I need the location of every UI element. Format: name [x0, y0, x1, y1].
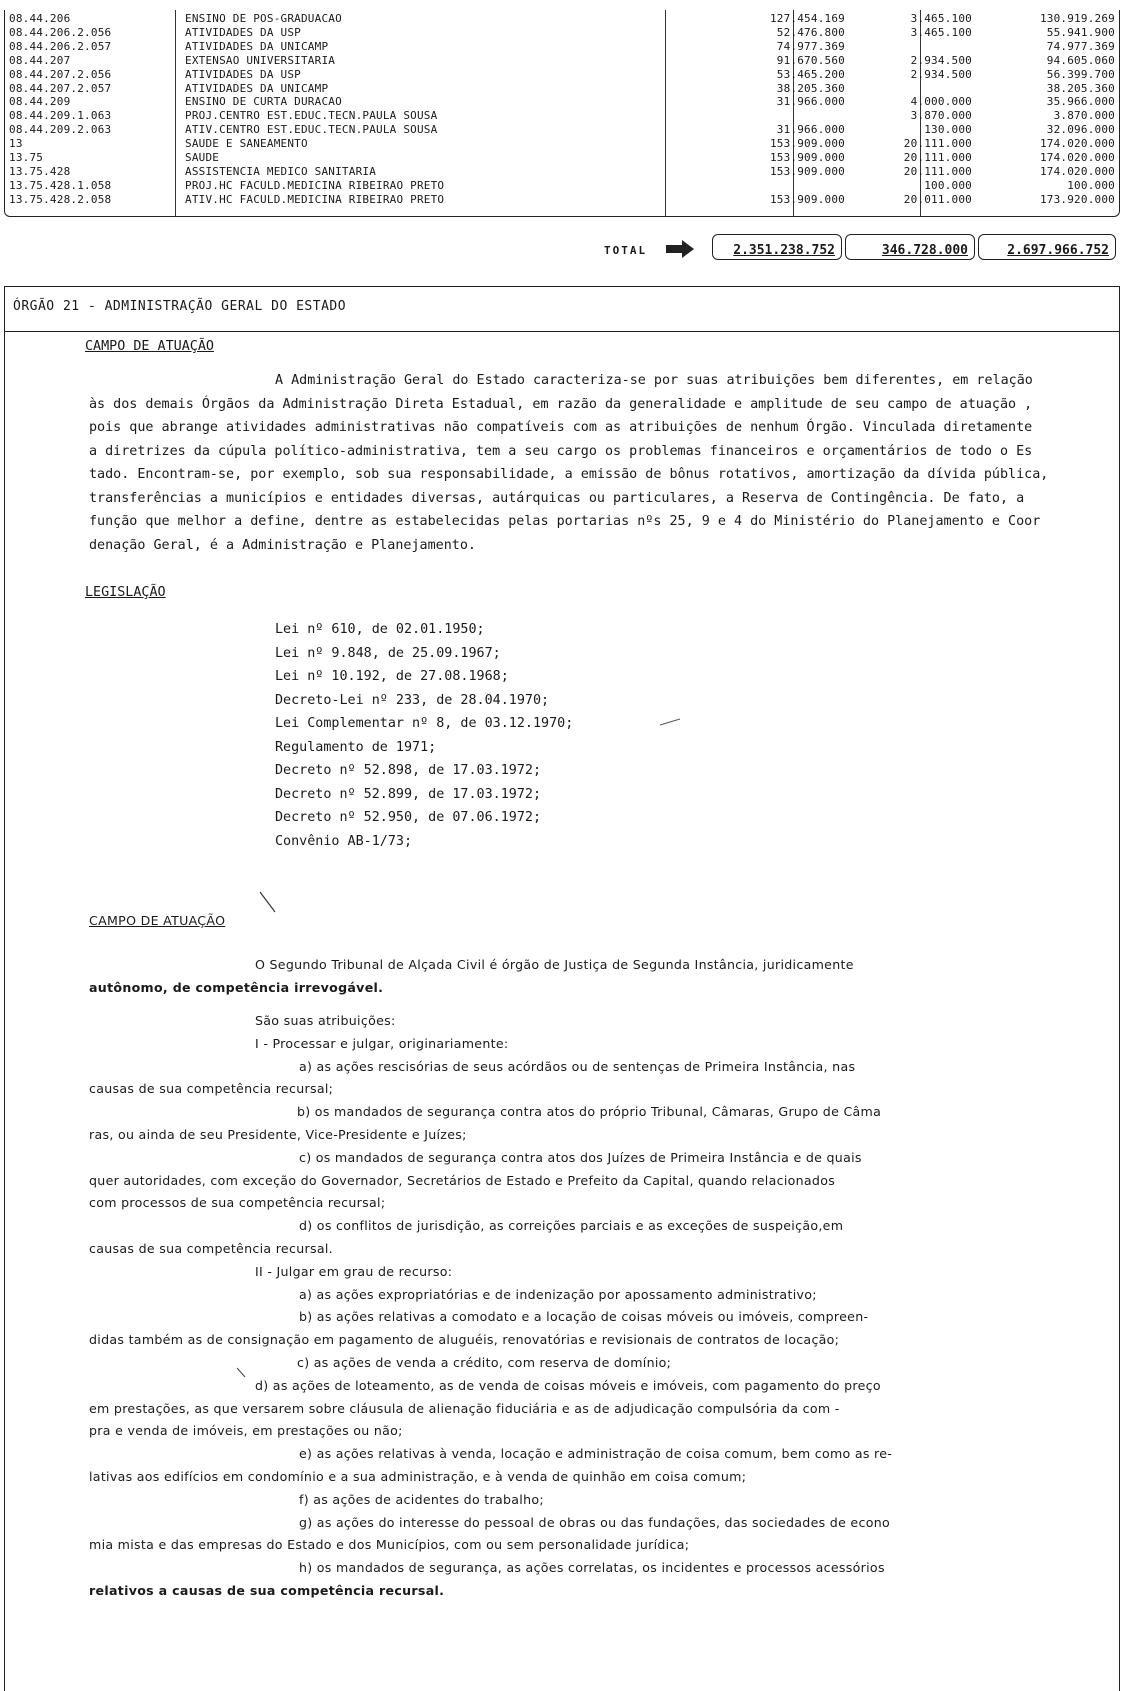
row-value-3: 100.000 [1067, 178, 1115, 192]
paragraph-line: II - Julgar em grau de recurso: [255, 1263, 453, 1279]
row-value-1: 153.909.000 [769, 164, 845, 178]
table-row [5, 12, 1119, 26]
row-value-2: 3.465.100 [910, 12, 972, 25]
organ-header [5, 287, 1119, 332]
paragraph-line: com processos de sua competência recursal; [89, 1195, 386, 1211]
paragraph-line: A Administração Geral do Estado caracteriza-se por suas atribuições bem diferentes, em relação [275, 373, 1033, 388]
paragraph-line: autônomo, de competência irrevogável. [89, 980, 384, 995]
arrow-right-icon [664, 239, 696, 259]
paragraph-line: didas também as de consignação em pagamento de aluguéis, renovatórias e revisionais de contratos de locação; [89, 1332, 840, 1348]
row-value-2: 20.111.000 [903, 164, 972, 178]
legislation-item: Lei nº 610, de 02.01.1950; [275, 622, 485, 637]
row-value-3: 55.941.900 [1046, 25, 1115, 39]
paragraph-line: a) as ações rescisórias de seus acórdãos ou de sentenças de Primeira Instância, nas [299, 1058, 856, 1074]
row-description: ASSISTENCIA MEDICO SANITARIA [185, 164, 377, 178]
paragraph-line: função que melhor a define, dentre as estabelecidas pelas portarias nºs 25, 9 e 4 do Ministério do Planejamento e Coor [89, 514, 1041, 529]
section-heading: CAMPO DE ATUAÇÃO [89, 913, 226, 928]
row-code: 08.44.206.2.057 [9, 39, 112, 53]
row-value-2: 2.934.500 [910, 67, 972, 81]
row-value-2: 2.934.500 [910, 53, 972, 67]
row-code: 13.75 [9, 151, 44, 164]
row-value-1: 127.454.169 [769, 12, 845, 25]
paragraph-line: lativas aos edifícios em condomínio e a sua administração, e à venda de quinhão em coisa comum; [89, 1469, 747, 1484]
paragraph-line: denação Geral, é a Administração e Planejamento. [89, 537, 476, 553]
legislation-item: Decreto-Lei nº 233, de 28.04.1970; [275, 692, 550, 708]
table-row [5, 109, 1119, 123]
row-value-3: 174.020.000 [1039, 137, 1115, 151]
row-value-3: 174.020.000 [1039, 164, 1115, 178]
legislation-item: Lei nº 9.848, de 25.09.1967; [275, 645, 501, 661]
paragraph-line: às dos demais Órgãos da Administração Direta Estadual, em razão da generalidade e amplitude de seu campo de atuação , [89, 396, 1033, 412]
row-code: 08.44.209.2.063 [9, 123, 112, 137]
row-code: 13.75.428 [9, 164, 71, 178]
row-code: 13 [9, 137, 23, 151]
row-value-2: 20.111.000 [903, 151, 972, 164]
budget-table [4, 10, 1120, 217]
row-value-3: 32.096.000 [1046, 123, 1115, 137]
row-description: ATIV.CENTRO EST.EDUC.TECN.PAULA SOUSA [185, 123, 438, 137]
row-code: 08.44.207.2.057 [9, 81, 112, 95]
row-description: ENSINO DE CURTA DURACAO [185, 95, 342, 109]
table-row [5, 54, 1119, 68]
row-value-3: 173.920.000 [1039, 192, 1115, 206]
row-value-2: 3.465.100 [910, 25, 972, 39]
table-row [5, 179, 1119, 193]
paragraph-line: d) os conflitos de jurisdição, as correições parciais e as exceções de suspeição,em [299, 1218, 844, 1234]
table-row [5, 82, 1119, 96]
paragraph-line: causas de sua competência recursal; [89, 1081, 334, 1097]
legislation-item: Decreto nº 52.899, de 17.03.1972; [275, 786, 542, 802]
table-row [5, 123, 1119, 137]
total-value: 2.697.966.752 [978, 234, 1116, 260]
section-heading: LEGISLAÇÃO [85, 585, 166, 600]
row-description: PROJ.CENTRO EST.EDUC.TECN.PAULA SOUSA [185, 109, 438, 123]
table-row [5, 68, 1119, 82]
paragraph-line: d) as ações de loteamento, as de venda de coisas móveis e imóveis, com pagamento do preço [255, 1377, 881, 1393]
row-value-2: 20.111.000 [903, 137, 972, 151]
row-value-1: 52.476.800 [776, 25, 845, 39]
row-code: 08.44.209.1.063 [9, 109, 112, 123]
row-description: ATIVIDADES DA UNICAMP [185, 39, 329, 53]
table-row [5, 151, 1119, 165]
table-row [5, 26, 1119, 40]
paragraph-line: tado. Encontram-se, por exemplo, sob sua responsabilidade, a emissão de bônus rotativos, amortização da dívida pública, [89, 467, 1049, 482]
paragraph-line: h) os mandados de segurança, as ações correlatas, os incidentes e processos acessórios [299, 1560, 885, 1576]
legislation-item: Convênio AB-1/73; [275, 833, 413, 849]
paragraph-line: a) as ações expropriatórias e de indenização por apossamento administrativo; [299, 1286, 817, 1302]
paragraph-line: O Segundo Tribunal de Alçada Civil é órgão de Justiça de Segunda Instância, juridicamente [255, 957, 854, 972]
paragraph-line: f) as ações de acidentes do trabalho; [299, 1491, 544, 1507]
row-value-2: 100.000 [924, 178, 972, 192]
table-row [5, 137, 1119, 151]
row-code: 08.44.207 [9, 53, 71, 67]
row-value-2: 3.870.000 [910, 109, 972, 123]
paragraph-line: transferências a municípios e entidades diversas, autárquicas ou particulares, a Reserva de Contingência. De fato, a [89, 490, 1025, 506]
total-label: TOTAL [604, 244, 648, 257]
row-value-3: 38.205.360 [1046, 81, 1115, 95]
row-description: ATIVIDADES DA UNICAMP [185, 81, 329, 95]
paragraph-line: São suas atribuições: [255, 1013, 396, 1028]
row-code: 13.75.428.2.058 [9, 192, 112, 206]
legislation-item: Decreto nº 52.898, de 17.03.1972; [275, 763, 542, 778]
row-value-2: 20.011.000 [903, 192, 972, 206]
paragraph-line: mia mista e das empresas do Estado e dos Municípios, com ou sem personalidade jurídica; [89, 1537, 690, 1553]
paragraph-line: c) os mandados de segurança contra atos dos Juízes de Primeira Instância e de quais [299, 1149, 862, 1165]
row-value-3: 74.977.369 [1046, 39, 1115, 53]
row-value-1: 91.670.560 [776, 53, 845, 67]
row-value-3: 130.919.269 [1039, 12, 1115, 25]
row-value-1: 31.966.000 [776, 123, 845, 137]
table-row [5, 95, 1119, 109]
legislation-item: Lei Complementar nº 8, de 03.12.1970; [275, 716, 574, 731]
paragraph-line: g) as ações do interesse do pessoal de obras ou das fundações, das sociedades de econo [299, 1514, 890, 1530]
row-value-1: 31.966.000 [776, 95, 845, 109]
row-code: 08.44.206.2.056 [9, 25, 112, 39]
row-value-2: 130.000 [924, 123, 972, 137]
total-row [0, 232, 1124, 266]
paragraph-line: pra e venda de imóveis, em prestações ou não; [89, 1423, 403, 1439]
table-row [5, 165, 1119, 179]
paragraph-line: quer autoridades, com exceção do Governador, Secretários de Estado e Prefeito da Capital, quando relacionados [89, 1172, 836, 1188]
row-value-1: 153.909.000 [769, 192, 845, 206]
paragraph-line: b) os mandados de segurança contra atos do próprio Tribunal, Câmaras, Grupo de Câma [297, 1104, 882, 1120]
section-heading: CAMPO DE ATUAÇÃO [85, 339, 214, 354]
row-value-1: 38.205.360 [776, 81, 845, 95]
paragraph-line: em prestações, as que versarem sobre cláusula de alienação fiduciária e as de adjudicação compulsória da com - [89, 1400, 840, 1416]
row-description: SAUDE E SANEAMENTO [185, 137, 308, 151]
organ-title: ÓRGÃO 21 - ADMINISTRAÇÃO GERAL DO ESTADO [13, 299, 347, 314]
paragraph-line: b) as ações relativas a comodato e a locação de coisas móveis ou imóveis, compreen- [299, 1309, 869, 1325]
total-value: 346.728.000 [845, 234, 975, 260]
row-value-3: 3.870.000 [1053, 109, 1115, 123]
row-description: ENSINO DE POS-GRADUACAO [185, 12, 342, 25]
paragraph-line: a diretrizes da cúpula político-administrativa, tem a seu cargo os problemas financeiros e orçamentários de todo o Es [89, 443, 1033, 459]
row-value-1: 74.977.369 [776, 39, 845, 53]
row-value-3: 35.966.000 [1046, 95, 1115, 109]
row-description: ATIV.HC FACULD.MEDICINA RIBEIRAO PRETO [185, 192, 445, 206]
row-value-3: 174.020.000 [1039, 151, 1115, 164]
paragraph-line: relativos a causas de sua competência recursal. [89, 1583, 445, 1598]
row-value-3: 94.605.060 [1046, 53, 1115, 67]
legislation-item: Decreto nº 52.950, de 07.06.1972; [275, 810, 542, 825]
row-description: SAUDE [185, 151, 220, 164]
paragraph-line: pois que abrange atividades administrativas não compatíveis com as atribuições de nenhum Órgão. Vinculada diretamente [89, 420, 1033, 435]
paragraph-line: c) as ações de venda a crédito, com reserva de domínio; [297, 1355, 672, 1370]
paragraph-line: ras, ou ainda de seu Presidente, Vice-Presidente e Juízes; [89, 1127, 467, 1142]
legislation-item: Regulamento de 1971; [275, 739, 437, 755]
row-value-3: 56.399.700 [1046, 67, 1115, 81]
table-row [5, 40, 1119, 54]
organ-frame [4, 286, 1120, 1691]
row-description: ATIVIDADES DA USP [185, 25, 301, 39]
row-value-1: 53.465.200 [776, 67, 845, 81]
row-description: ATIVIDADES DA USP [185, 67, 301, 81]
row-description: EXTENSAO UNIVERSITARIA [185, 53, 336, 67]
table-row [5, 193, 1119, 207]
row-value-2: 4.000.000 [910, 95, 972, 109]
row-description: PROJ.HC FACULD.MEDICINA RIBEIRAO PRETO [185, 178, 445, 192]
paragraph-line: e) as ações relativas à venda, locação e administração de coisa comum, bem como as re- [299, 1446, 893, 1462]
row-value-1: 153.909.000 [769, 137, 845, 151]
legislation-item: Lei nº 10.192, de 27.08.1968; [275, 669, 509, 684]
paragraph-line: I - Processar e julgar, originariamente: [255, 1035, 509, 1051]
paragraph-line: causas de sua competência recursal. [89, 1241, 333, 1256]
total-value: 2.351.238.752 [712, 234, 842, 260]
row-value-1: 153.909.000 [769, 151, 845, 164]
row-code: 08.44.209 [9, 95, 71, 109]
row-code: 08.44.206 [9, 12, 71, 25]
row-code: 13.75.428.1.058 [9, 178, 112, 192]
row-code: 08.44.207.2.056 [9, 67, 112, 81]
